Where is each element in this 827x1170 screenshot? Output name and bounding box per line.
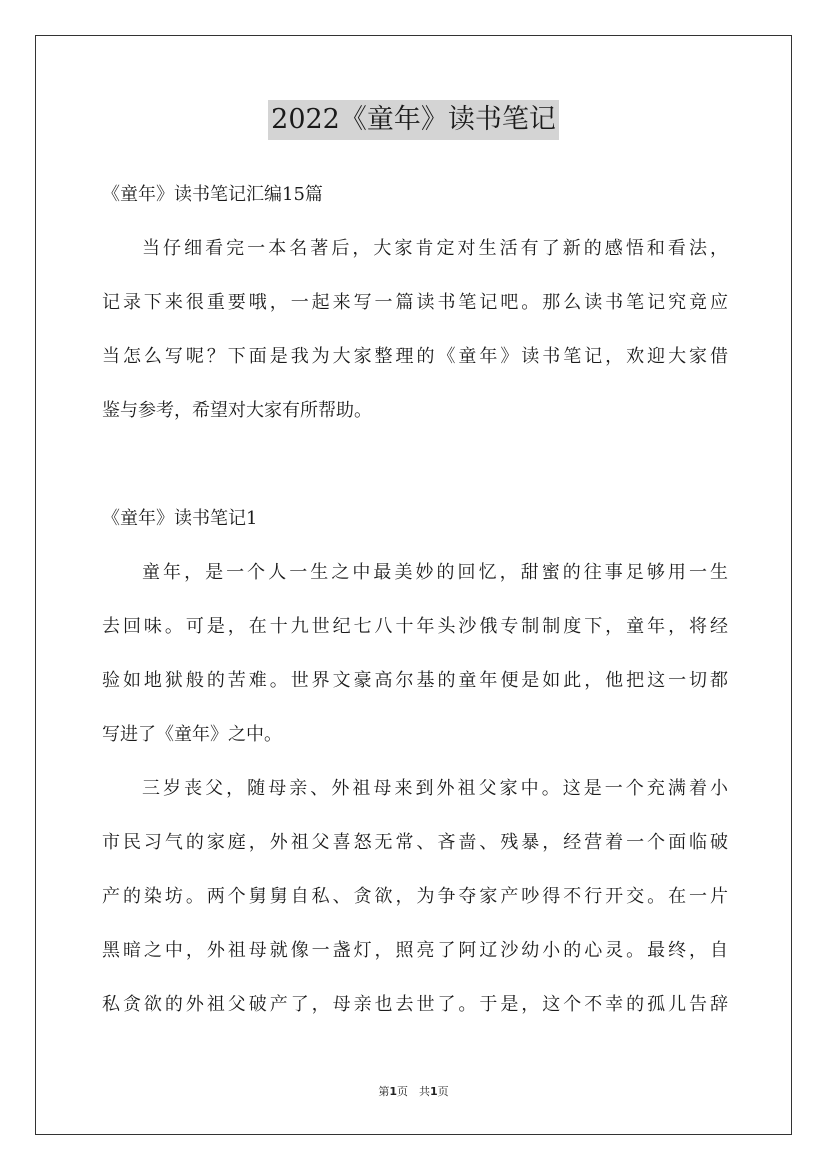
paragraph-line: 去回味。可是，在十九世纪七八十年头沙俄专制制度下，童年，将经 [102,616,728,637]
document-body [102,168,728,1032]
paragraph-2 [102,762,728,1032]
paragraph-line: 童年，是一个人一生之中最美妙的回忆，甜蜜的往事足够用一生 [142,562,728,583]
page-total: 1 [430,1085,438,1098]
paragraph-line: 市民习气的家庭，外祖父喜怒无常、吝啬、残暴，经营着一个面临破 [102,832,728,853]
paragraph-line: 写进了《童年》之中。 [102,724,282,745]
intro-line: 当怎么写呢？下面是我为大家整理的《童年》读书笔记，欢迎大家借 [102,346,728,367]
intro-line: 鉴与参考，希望对大家有所帮助。 [102,400,372,421]
document-title: 2022《童年》读书笔记 [268,100,559,140]
paragraph-line: 私贪欲的外祖父破产了，母亲也去世了。于是，这个不幸的孤儿告辞 [102,994,728,1015]
paragraph-1 [102,546,728,762]
page-prefix: 第 [378,1085,390,1098]
paragraph-line: 三岁丧父，随母亲、外祖母来到外祖父家中。这是一个充满着小 [142,778,728,799]
intro-line: 记录下来很重要哦，一起来写一篇读书笔记吧。那么读书笔记究竟应 [102,292,728,313]
blank-line [102,438,728,492]
intro-paragraph [102,222,728,438]
paragraph-line: 黑暗之中，外祖母就像一盏灯，照亮了阿辽沙幼小的心灵。最终，自 [102,940,728,961]
paragraph-line: 验如地狱般的苦难。世界文豪高尔基的童年便是如此，他把这一切都 [102,670,728,691]
document-subtitle: 《童年》读书笔记汇编15篇 [102,184,323,205]
page-mid: 页 共 [397,1085,430,1098]
section-heading: 《童年》读书笔记1 [102,508,258,529]
page-suffix: 页 [437,1085,449,1098]
intro-line: 当仔细看完一本名著后，大家肯定对生活有了新的感悟和看法， [142,238,728,259]
title-container [0,100,827,140]
paragraph-line: 产的染坊。两个舅舅自私、贪欲，为争夺家产吵得不行开交。在一片 [102,886,728,907]
page-current: 1 [389,1085,397,1098]
page-footer [0,1083,827,1099]
